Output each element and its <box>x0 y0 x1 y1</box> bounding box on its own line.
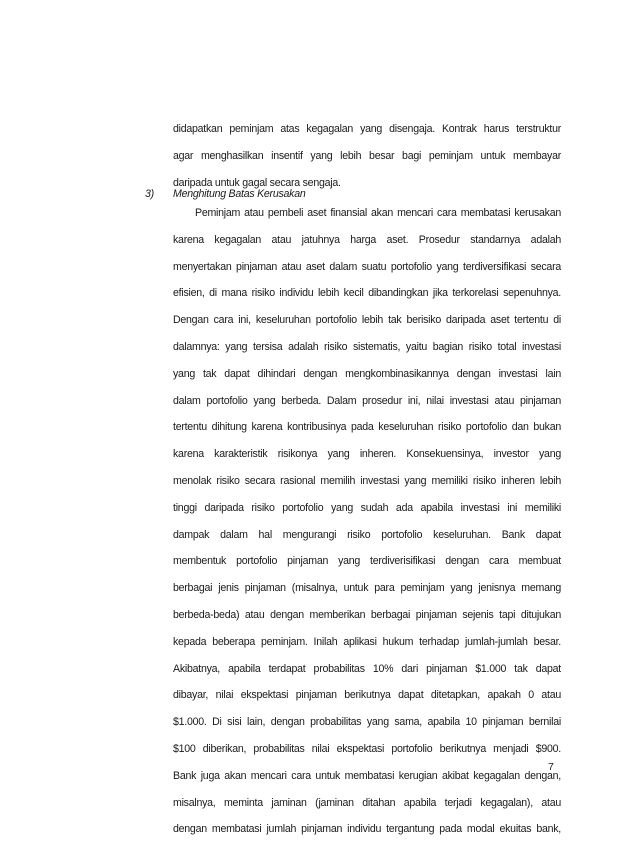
text-line: tinggi daripada risiko portofolio yang sudah ada apabila investasi ini memiliki <box>173 501 561 514</box>
paragraph-main <box>173 200 561 843</box>
text-line: Bank juga akan mencari cara untuk membatasi kerugian akibat kegagalan dengan, <box>173 769 561 782</box>
text-line: misalnya, meminta jaminan (jaminan ditahan apabila terjadi kegagalan), atau <box>173 796 561 809</box>
text-line: tertentu dihitung karena kontribusinya pada keseluruhan risiko portofolio dan bukan <box>173 421 561 434</box>
text-line: dampak dalam hal mengurangi risiko portofolio keseluruhan. Bank dapat <box>173 528 561 541</box>
text-line: membentuk portofolio pinjaman yang terdiverisifikasi dengan cara membuat <box>173 555 561 568</box>
text-line: $1.000. Di sisi lain, dengan probabilitas yang sama, apabila 10 pinjaman bernilai <box>173 716 561 729</box>
text-line: kepada beberapa peminjam. Inilah aplikasi hukum terhadap jumlah-jumlah besar. <box>173 635 561 648</box>
text-line: menyertakan pinjaman atau aset dalam suatu portofolio yang terdiversifikasi secara <box>173 260 561 273</box>
text-line: Peminjam atau pembeli aset finansial akan mencari cara membatasi kerusakan <box>195 207 561 219</box>
text-line: karena kegagalan atau jatuhnya harga aset. Prosedur standarnya adalah <box>173 233 561 246</box>
section-number: 3) <box>145 188 154 200</box>
text-line: agar menghasilkan insentif yang lebih besar bagi peminjam untuk membayar <box>173 149 561 162</box>
text-line: efisien, di mana risiko individu lebih kecil dibandingkan jika terkorelasi sepenuhnya. <box>173 287 561 300</box>
section-title: Menghitung Batas Kerusakan <box>173 188 306 200</box>
text-line: Dengan cara ini, keseluruhan portofolio lebih tak berisiko daripada aset tertentu di <box>173 314 561 327</box>
text-line: Akibatnya, apabila terdapat probabilitas 10% dari pinjaman $1.000 tak dapat <box>173 662 561 675</box>
text-line: $100 diberikan, probabilitas nilai ekspektasi portofolio berikutnya menjadi $900. <box>173 742 561 755</box>
text-line: yang tak dapat dihindari dengan mengkombinasikannya dengan investasi lain <box>173 367 561 380</box>
text-line: didapatkan peminjam atas kegagalan yang disengaja. Kontrak harus terstruktur <box>173 123 561 135</box>
text-line: daripada untuk gagal secara sengaja. <box>173 176 341 189</box>
text-line: dibayar, nilai ekspektasi pinjaman berikutnya dapat ditetapkan, apakah 0 atau <box>173 689 561 702</box>
text-line: menolak risiko secara rasional memilih investasi yang memiliki risiko inheren lebih <box>173 474 561 487</box>
text-line: karena karakteristik risikonya yang inheren. Konsekuensinya, investor yang <box>173 448 561 461</box>
page-number: 7 <box>548 761 554 773</box>
text-line: dengan membatasi jumlah pinjaman individu tergantung pada modal ekuitas bank, <box>173 823 561 836</box>
text-line: dalamnya: yang tersisa adalah risiko sistematis, yaitu bagian risiko total investasi <box>173 340 561 353</box>
text-line: dalam portofolio yang berbeda. Dalam prosedur ini, nilai investasi atau pinjaman <box>173 394 561 407</box>
text-line: berbeda-beda) atau dengan memberikan berbagai pinjaman sejenis tapi ditujukan <box>173 608 561 621</box>
text-line: berbagai jenis pinjaman (misalnya, untuk para peminjam yang jenisnya memang <box>173 582 561 595</box>
